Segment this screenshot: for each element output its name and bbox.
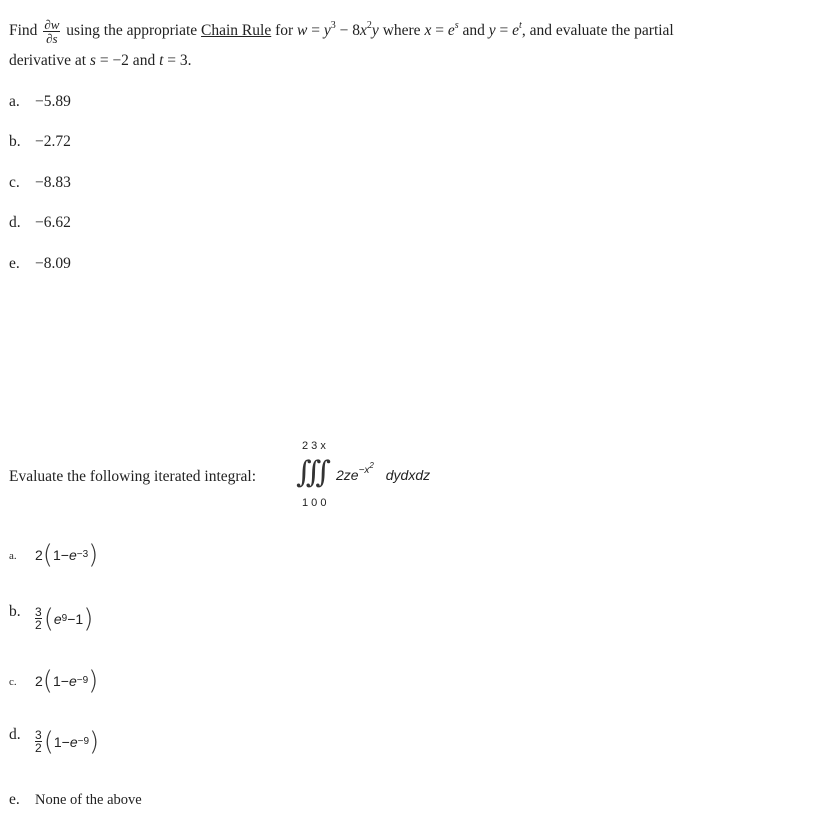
exp-3: 3 xyxy=(330,20,336,32)
exp-s: s xyxy=(454,20,459,32)
option-letter: a. xyxy=(9,93,20,110)
integral-upper-limits: 2 3 x xyxy=(302,440,326,452)
option-expression: 3 2 ( 1 − e −9 ) xyxy=(35,726,100,757)
integrand-exponent: −x2 xyxy=(358,461,374,476)
option-letter: a. xyxy=(9,550,17,563)
q1-option-a[interactable] xyxy=(9,93,71,111)
q1-option-d[interactable] xyxy=(9,214,71,232)
question-1-line-1 xyxy=(9,18,674,45)
integral-lower-limits: 1 0 0 xyxy=(302,497,327,509)
option-letter: c. xyxy=(9,174,20,191)
q2-option-d[interactable] xyxy=(9,726,99,757)
integral-signs: ∫∫∫ xyxy=(296,455,325,490)
option-letter: b. xyxy=(9,133,21,150)
equals-2: = xyxy=(431,22,448,40)
q2-option-a[interactable] xyxy=(9,540,98,570)
and-text: and xyxy=(458,22,489,40)
var-t: t xyxy=(159,52,164,69)
var-y-3: y xyxy=(488,22,496,40)
t-value: = 3. xyxy=(163,52,192,69)
derivative-at-text: derivative at xyxy=(9,52,87,69)
option-value: −5.89 xyxy=(35,93,71,110)
option-value: −6.62 xyxy=(35,214,71,231)
option-expression: 2 ( 1 − e −3 ) xyxy=(35,540,99,570)
exp-t: t xyxy=(519,20,522,32)
differentials: dydxdz xyxy=(385,467,431,483)
q1-option-b[interactable] xyxy=(9,133,71,151)
minus-8: − 8 xyxy=(335,22,361,40)
for-text: for xyxy=(275,22,294,40)
var-y: y xyxy=(323,22,331,40)
q2-option-c[interactable] xyxy=(9,666,98,696)
where-text: where xyxy=(378,22,425,40)
q1-option-c[interactable] xyxy=(9,174,71,192)
fraction-denominator: ∂s xyxy=(46,31,58,46)
var-e-1: e xyxy=(447,22,455,40)
option-value: −8.83 xyxy=(35,174,71,191)
option-value: −2.72 xyxy=(35,133,71,150)
var-x-2: x xyxy=(424,22,432,40)
fraction-numerator: ∂w xyxy=(44,17,60,32)
var-s: s xyxy=(89,52,96,69)
option-letter: c. xyxy=(9,676,17,689)
var-y-2: y xyxy=(371,22,379,40)
integrand xyxy=(336,461,431,483)
find-text: Find xyxy=(9,22,38,40)
question-2-prompt: Evaluate the following iterated integral: xyxy=(9,468,257,485)
option-expression: 2 ( 1 − e −9 ) xyxy=(35,666,99,696)
question-1-line-2 xyxy=(9,52,192,70)
var-e-2: e xyxy=(512,22,520,40)
option-value: None of the above xyxy=(35,792,142,808)
var-w: w xyxy=(297,22,308,40)
exp-2: 2 xyxy=(366,20,372,32)
option-letter: b. xyxy=(9,603,21,621)
option-letter: e. xyxy=(9,791,20,808)
tail-text: , and evaluate the partial xyxy=(521,22,674,40)
q2-option-e[interactable] xyxy=(9,791,142,809)
integrand-base: 2ze xyxy=(336,467,359,483)
partial-derivative-fraction xyxy=(43,18,60,45)
using-text: using the appropriate xyxy=(66,22,198,40)
option-letter: d. xyxy=(9,726,21,744)
option-value: −8.09 xyxy=(35,255,71,272)
equals-3: = xyxy=(495,22,513,40)
option-letter: d. xyxy=(9,214,21,231)
integrand-exponent-2: 2 xyxy=(369,461,374,470)
chain-rule-link[interactable]: Chain Rule xyxy=(201,22,272,40)
s-value: = −2 and xyxy=(95,52,160,69)
option-expression: 3 2 ( e 9 − 1 ) xyxy=(35,603,94,634)
q1-option-e[interactable] xyxy=(9,255,71,273)
var-x: x xyxy=(360,22,367,40)
q2-option-b[interactable] xyxy=(9,603,93,634)
option-letter: e. xyxy=(9,255,20,272)
equals-1: = xyxy=(307,22,324,40)
